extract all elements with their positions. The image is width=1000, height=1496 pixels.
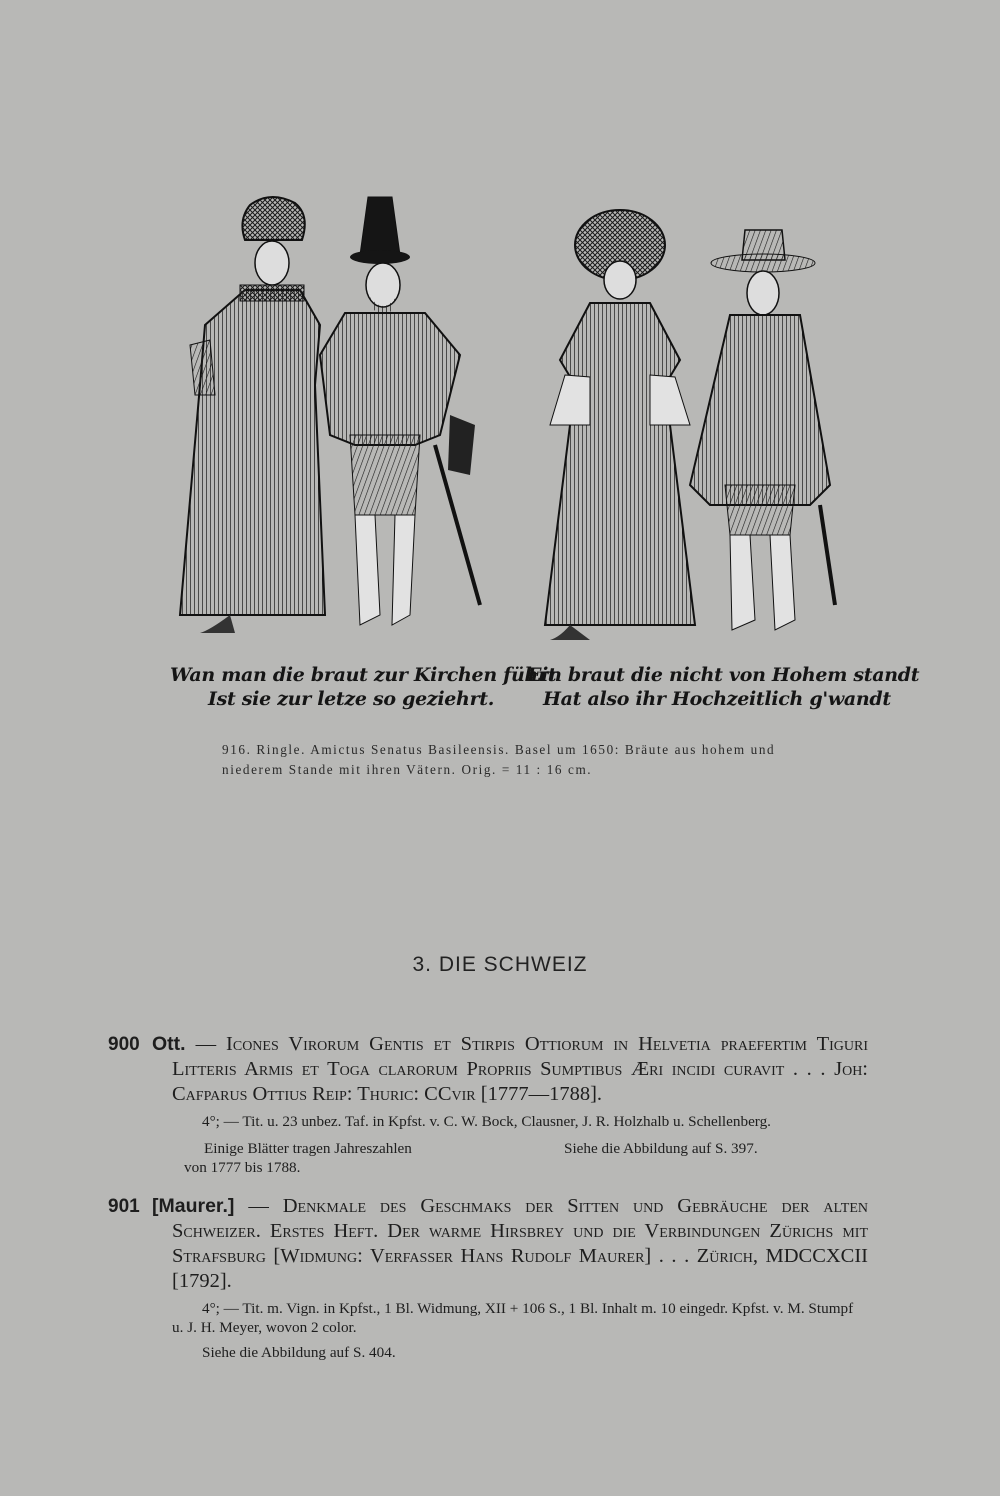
- bride-lower-rank-figure: [545, 210, 695, 640]
- costume-engraving: [170, 185, 920, 720]
- entry-title: — Denkmale des Geschmaks der Sitten und Gebräuche der alten Schweizer. Erstes Heft. Der warme Hirsbrey und die Verbindungen Zürichs mit Strafsburg [Widmung: Verfasser Hans Rudolf Maurer] . . . Zürich, MDCCXCII [1792].: [172, 1195, 869, 1292]
- note-right: Siehe die Abbildung auf S. 397.: [564, 1140, 758, 1157]
- entry-notes: [184, 1139, 868, 1179]
- entry-see-reference: Siehe die Abbildung auf S. 404.: [202, 1344, 396, 1361]
- father-lower-rank-figure: [690, 230, 835, 630]
- entry-number: 900: [108, 1034, 140, 1055]
- figure-caption: 916. Ringle. Amictus Senatus Basileensis. Basel um 1650: Bräute aus hohem und niederem Stande mit ihren Vätern. Orig. = 11 : 16 cm.: [222, 742, 776, 777]
- verse-left: [170, 663, 556, 711]
- entry-detail-text: 4°; — Tit. u. 23 unbez. Taf. in Kpfst. v. C. W. Bock, Clausner, J. R. Holzhalb u. Schellenberg.: [202, 1113, 771, 1130]
- entry-key: [Maurer.]: [152, 1195, 235, 1217]
- engraving-figures-image: [170, 185, 860, 655]
- entry-heading: [108, 1194, 868, 1294]
- verse-left-line-1: Wan man die braut zur Kirchen führt: [170, 664, 557, 686]
- entry-detail: [172, 1112, 868, 1131]
- note-left: [184, 1139, 524, 1177]
- verse-right: [527, 663, 919, 711]
- entry-title: — Icones Virorum Gentis et Stirpis Ottiorum in Helvetia praefertim Tiguri Litteris Armis et Toga clarorum Propriis Sumptibus Æri incidi curavit . . . Joh: Cafparus Ottius Reip: Thuric: CCvir [1777—1788].: [172, 1033, 869, 1105]
- bride-high-rank-figure: [180, 197, 325, 633]
- note-left-line-2: von 1777 bis 1788.: [184, 1159, 301, 1176]
- entry-heading: [108, 1032, 868, 1107]
- catalog-entry-900: [108, 1032, 868, 1179]
- entry-detail-text: 4°; — Tit. m. Vign. in Kpfst., 1 Bl. Widmung, XII + 106 S., 1 Bl. Inhalt m. 10 eingedr. Kpfst. v. M. Stumpf u. J. H. Meyer, wovon 2 color.: [172, 1300, 854, 1336]
- note-left-line-1: Einige Blätter tragen Jahreszahlen: [204, 1140, 412, 1157]
- verse-right-line-1: Ein braut die nicht von Hohem standt: [527, 664, 920, 686]
- verse-right-line-2: Hat also ihr Hochzeitlich g'wandt: [543, 688, 891, 710]
- verse-left-line-2: Ist sie zur letze so geziehrt.: [208, 688, 495, 710]
- catalog-entry-901: [108, 1194, 868, 1362]
- entry-detail: [172, 1299, 868, 1337]
- entry-key: Ott.: [152, 1033, 186, 1055]
- entry-number: 901: [108, 1196, 140, 1217]
- section-title: 3. DIE SCHWEIZ: [412, 953, 588, 976]
- father-high-rank-figure: [320, 197, 480, 625]
